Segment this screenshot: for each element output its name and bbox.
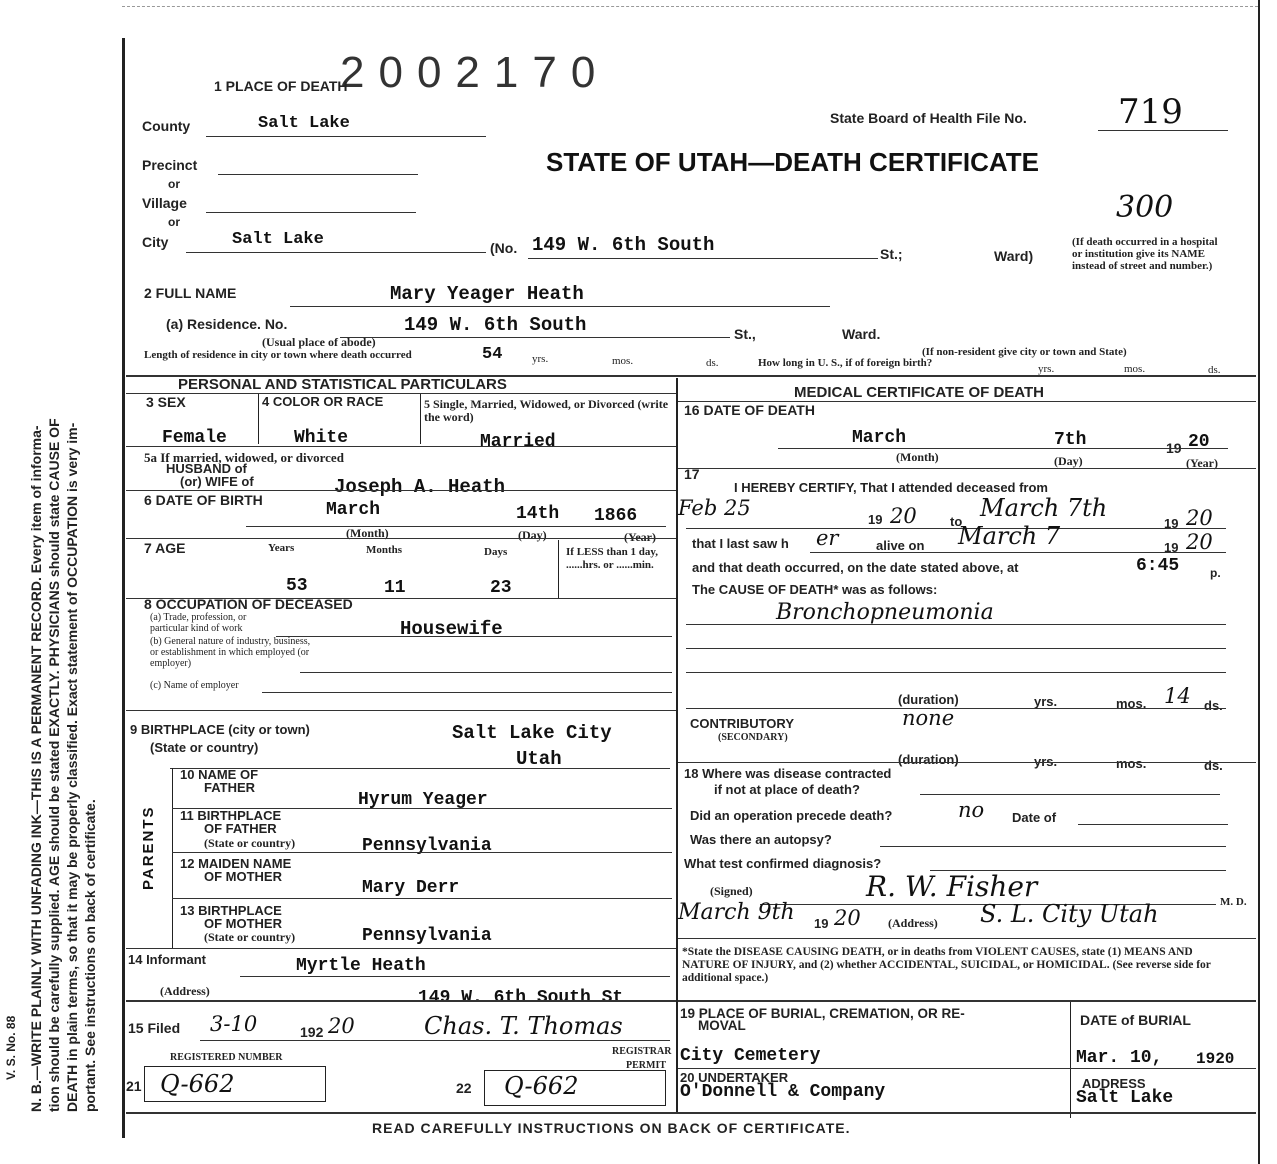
birthplace-city: Salt Lake City (452, 722, 612, 744)
residence-value: 149 W. 6th South (404, 314, 587, 336)
residence-ward-label: Ward. (842, 326, 881, 342)
sex-label: 3 SEX (146, 394, 186, 410)
city-label: City (142, 234, 169, 250)
death-year-label: (Year) (1186, 456, 1218, 470)
informant-address: 149 W. 6th South St (418, 988, 624, 1008)
dob-month-label: (Month) (346, 526, 389, 540)
birthplace-state-label: (State or country) (150, 740, 259, 755)
last-saw-year: 20 (1186, 530, 1213, 554)
registrar-label: REGISTRAR (612, 1046, 672, 1057)
registered-number-label: REGISTERED NUMBER (170, 1052, 283, 1063)
father-label-2: FATHER (204, 780, 256, 795)
footer-instructions: READ CAREFULLY INSTRUCTIONS ON BACK OF CERTIFICATE. (372, 1120, 851, 1136)
color-label: 4 COLOR OR RACE (262, 394, 384, 409)
occupation-c-label: (c) Name of employer (150, 680, 239, 691)
signed-year-prefix: 19 (814, 916, 829, 931)
or-label-1: or (168, 177, 180, 191)
permit-number-prefix: 22 (456, 1080, 472, 1096)
street-value: 149 W. 6th South (532, 234, 715, 256)
burial-label-1: 19 PLACE OF BURIAL, CREMATION, OR RE- (680, 1006, 965, 1021)
burial-label-2: MOVAL (698, 1018, 746, 1033)
undertaker-address-label: ADDRESS (1082, 1076, 1146, 1091)
age-years-value: 53 (286, 576, 308, 596)
personal-header: PERSONAL AND STATISTICAL PARTICULARS (178, 376, 507, 393)
mother-birthplace-label-3: (State or country) (204, 930, 296, 944)
mother-label-1: 12 MAIDEN NAME (180, 856, 292, 871)
dob-day-label: (Day) (518, 528, 547, 542)
attended-from-year: 20 (890, 504, 917, 528)
occupation-b-label: (b) General nature of industry, business, or establishment in which employed (or employer) (150, 636, 311, 669)
mother-label-2: OF MOTHER (204, 869, 282, 884)
death-time-pm: p. (1210, 566, 1221, 580)
father-birthplace-value: Pennsylvania (362, 836, 492, 856)
last-saw-label-b: alive on (876, 538, 925, 553)
margin-instructions-4: portant. See instructions on back of certificate. (82, 799, 98, 1112)
form-number: V. S. No. 88 (4, 1015, 18, 1080)
autopsy-label: Was there an autopsy? (690, 832, 832, 847)
age-months-value: 11 (384, 578, 406, 598)
attended-to-year: 20 (1186, 506, 1213, 530)
length-yrs-label: yrs. (532, 353, 549, 365)
usual-abode-label: (Usual place of abode) (262, 335, 376, 349)
attended-to-year-prefix: 19 (1164, 516, 1179, 531)
test-label: What test confirmed diagnosis? (684, 856, 882, 871)
length-mos-label: mos. (612, 355, 634, 367)
us-mos-label: mos. (1124, 363, 1146, 375)
birthplace-label: 9 BIRTHPLACE (city or town) (130, 722, 310, 737)
md-label: M. D. (1220, 896, 1247, 908)
death-day: 7th (1054, 430, 1087, 450)
filed-date: 3-10 (210, 1012, 258, 1036)
place-of-death-label: 1 PLACE OF DEATH (214, 78, 348, 94)
undertaker-label: 20 UNDERTAKER (680, 1070, 789, 1085)
duration-mos-2: mos. (1116, 756, 1147, 771)
undertaker-address: Salt Lake (1076, 1088, 1174, 1108)
age-label: 7 AGE (144, 540, 186, 556)
margin-instructions-3: DEATH in plain terms, so that it may be properly classified. Exact statement of OCCUPATION is very im- (64, 422, 80, 1112)
operation-date-label: Date of (1012, 810, 1057, 825)
margin-instructions-2: tion should be carefully supplied. AGE should be stated EXACTLY. PHYSICIANS should state CAUSE OF (46, 418, 62, 1112)
residence-st-label: St., (734, 326, 756, 342)
precinct-label: Precinct (142, 157, 198, 173)
death-day-label: (Day) (1054, 454, 1083, 468)
father-birthplace-label-3: (State or country) (204, 836, 296, 850)
informant-address-label: (Address) (160, 984, 210, 998)
secondary-label: (SECONDARY) (718, 732, 788, 743)
mother-birthplace-label-1: 13 BIRTHPLACE (180, 903, 282, 918)
hospital-note: (If death occurred in a hospital or institution give its NAME instead of street and number.) (1072, 236, 1218, 272)
village-label: Village (142, 195, 187, 211)
length-residence-label: Length of residence in city or town where death occurred (144, 349, 412, 361)
duration-label-1: (duration) (898, 692, 959, 707)
ward-label: Ward) (994, 248, 1034, 264)
burial-year: 1920 (1196, 1050, 1235, 1068)
file-number: 719 (1118, 92, 1183, 132)
us-yrs-label: yrs. (1038, 363, 1055, 375)
occupation-value: Housewife (400, 618, 503, 640)
age-less-than-label: If LESS than 1 day, ......hrs. or ......min. (566, 546, 659, 571)
how-long-us-label: How long in U. S., if of foreign birth? (758, 357, 933, 369)
age-days-label: Days (484, 546, 508, 558)
birthplace-state: Utah (516, 748, 562, 770)
death-month: March (852, 428, 907, 448)
last-saw-date: March 7 (958, 522, 1061, 550)
father-birthplace-label-2: OF FATHER (204, 821, 277, 836)
cause-footnote: *State the DISEASE CAUSING DEATH, or in deaths from VIOLENT CAUSES, state (1) MEANS AND NATURE OF INJURY, and (2) whether ACCIDENTAL, SUICIDAL, or HOMICIDAL. (See reverse side for additional space.) (682, 946, 1211, 984)
or-label-2: or (168, 215, 180, 229)
permit-label: PERMIT (626, 1060, 666, 1071)
left-border (122, 38, 125, 1138)
death-occurred-label: and that death occurred, on the date stated above, at (692, 560, 1019, 575)
dob-month: March (326, 500, 381, 520)
informant-label: 14 Informant (128, 952, 207, 967)
attended-from-year-prefix: 19 (868, 512, 883, 527)
duration-mos-1: mos. (1116, 696, 1147, 711)
age-months-label: Months (366, 544, 403, 556)
street-number-label: (No. (490, 240, 518, 256)
attended-to-label: to (950, 514, 963, 529)
signed-year: 20 (834, 906, 861, 930)
length-ds-label: ds. (706, 357, 719, 369)
signed-date: March 9th (678, 900, 795, 925)
margin-instructions-1: N. B.—WRITE PLAINLY WITH UNFADING INK—THIS IS A PERMANENT RECORD. Every item of informa- (28, 425, 44, 1112)
occupation-a-label: (a) Trade, profession, or particular kind of work (150, 612, 247, 634)
length-years-value: 54 (482, 345, 503, 364)
dob-year-label: (Year) (624, 530, 656, 544)
death-time: 6:45 (1136, 556, 1180, 576)
age-days-value: 23 (490, 578, 512, 598)
attended-from: Feb 25 (678, 496, 751, 520)
physician-address-label: (Address) (888, 916, 938, 930)
parents-label: PARENTS (140, 805, 157, 890)
medical-header: MEDICAL CERTIFICATE OF DEATH (794, 384, 1044, 401)
last-saw-label-a: that I last saw h (692, 536, 789, 551)
right-border (1258, 0, 1260, 1164)
filed-label: 15 Filed (128, 1020, 181, 1036)
duration-label-2: (duration) (898, 752, 959, 767)
occupation-label: 8 OCCUPATION OF DECEASED (144, 596, 353, 612)
contributory-value: none (902, 706, 955, 730)
signed-label: (Signed) (710, 884, 753, 898)
sex-value: Female (162, 428, 227, 448)
last-saw-year-prefix: 19 (1164, 540, 1179, 555)
certify-statement: I HEREBY CERTIFY, That I attended deceased from (734, 480, 1048, 495)
informant-value: Myrtle Heath (296, 956, 426, 976)
operation-label: Did an operation precede death? (690, 808, 893, 823)
physician-address: S. L. City Utah (980, 900, 1159, 928)
permit-number-value: Q-662 (504, 1072, 579, 1100)
file-number-label: State Board of Health File No. (830, 110, 1027, 126)
duration-ds-1: ds. (1204, 698, 1223, 713)
top-border (122, 6, 1258, 7)
death-month-label: (Month) (896, 450, 939, 464)
mother-birthplace-label-2: OF MOTHER (204, 916, 282, 931)
age-years-label: Years (268, 542, 295, 554)
undertaker-value: O'Donnell & Company (680, 1082, 886, 1102)
physician-signature: R. W. Fisher (866, 870, 1038, 903)
dob-day: 14th (516, 504, 560, 524)
note-300: 300 (1116, 190, 1174, 225)
residence-label: (a) Residence. No. (166, 316, 288, 332)
death-year-prefix: 19 (1166, 440, 1182, 456)
date-of-death-label: 16 DATE OF DEATH (684, 402, 815, 418)
registered-number-prefix: 21 (126, 1078, 142, 1094)
burial-place: City Cemetery (680, 1046, 821, 1066)
spouse-label-1: 5a If married, widowed, or divorced (144, 450, 344, 465)
filed-year-end: 20 (328, 1014, 355, 1038)
spouse-label-2: HUSBAND of (166, 461, 247, 476)
duration-yrs-2: yrs. (1034, 754, 1058, 769)
attended-to: March 7th (980, 494, 1108, 522)
father-birthplace-label-1: 11 BIRTHPLACE (180, 808, 282, 823)
dob-year: 1866 (594, 506, 638, 526)
color-value: White (294, 428, 349, 448)
mother-value: Mary Derr (362, 878, 460, 898)
document-title: STATE OF UTAH—DEATH CERTIFICATE (546, 147, 1039, 177)
contributory-label: CONTRIBUTORY (690, 716, 794, 731)
death-year: 20 (1188, 432, 1210, 452)
q18-label-a: 18 Where was disease contracted (684, 766, 892, 781)
q18-label-b: if not at place of death? (714, 782, 860, 797)
registered-number-value: Q-662 (160, 1070, 235, 1098)
operation-value: no (958, 798, 985, 822)
spouse-value: Joseph A. Heath (334, 476, 506, 498)
county-label: County (142, 118, 191, 134)
spouse-label-3: (or) WIFE of (180, 474, 254, 489)
filed-year-prefix: 192 (300, 1024, 324, 1040)
father-value: Hyrum Yeager (358, 790, 488, 810)
full-name-label: 2 FULL NAME (144, 285, 237, 301)
mother-birthplace-value: Pennsylvania (362, 926, 492, 946)
certificate-number: 2002170 (340, 48, 610, 97)
duration-yrs-1: yrs. (1034, 694, 1058, 709)
street-label: St.; (880, 246, 903, 262)
county-value: Salt Lake (258, 114, 350, 133)
nonresident-note: (If non-resident give city or town and State) (922, 346, 1127, 358)
cause-label: The CAUSE OF DEATH* was as follows: (692, 582, 938, 597)
marital-value: Married (480, 432, 556, 452)
registrar-signature: Chas. T. Thomas (424, 1012, 623, 1040)
burial-date: Mar. 10, (1076, 1048, 1163, 1068)
marital-label: 5 Single, Married, Widowed, or Divorced (write the word) (424, 397, 669, 424)
city-value: Salt Lake (232, 230, 324, 249)
duration-ds-2: ds. (1204, 758, 1223, 773)
cause-of-death: Bronchopneumonia (776, 600, 994, 625)
item-17-number: 17 (684, 466, 700, 482)
full-name-value: Mary Yeager Heath (390, 283, 584, 305)
duration-days: 14 (1164, 684, 1191, 708)
us-ds-label: ds. (1208, 364, 1221, 376)
dob-label: 6 DATE OF BIRTH (144, 492, 263, 508)
father-label-1: 10 NAME OF (180, 767, 259, 782)
date-of-burial-label: DATE of BURIAL (1080, 1012, 1191, 1028)
last-saw-her: er (816, 526, 839, 550)
